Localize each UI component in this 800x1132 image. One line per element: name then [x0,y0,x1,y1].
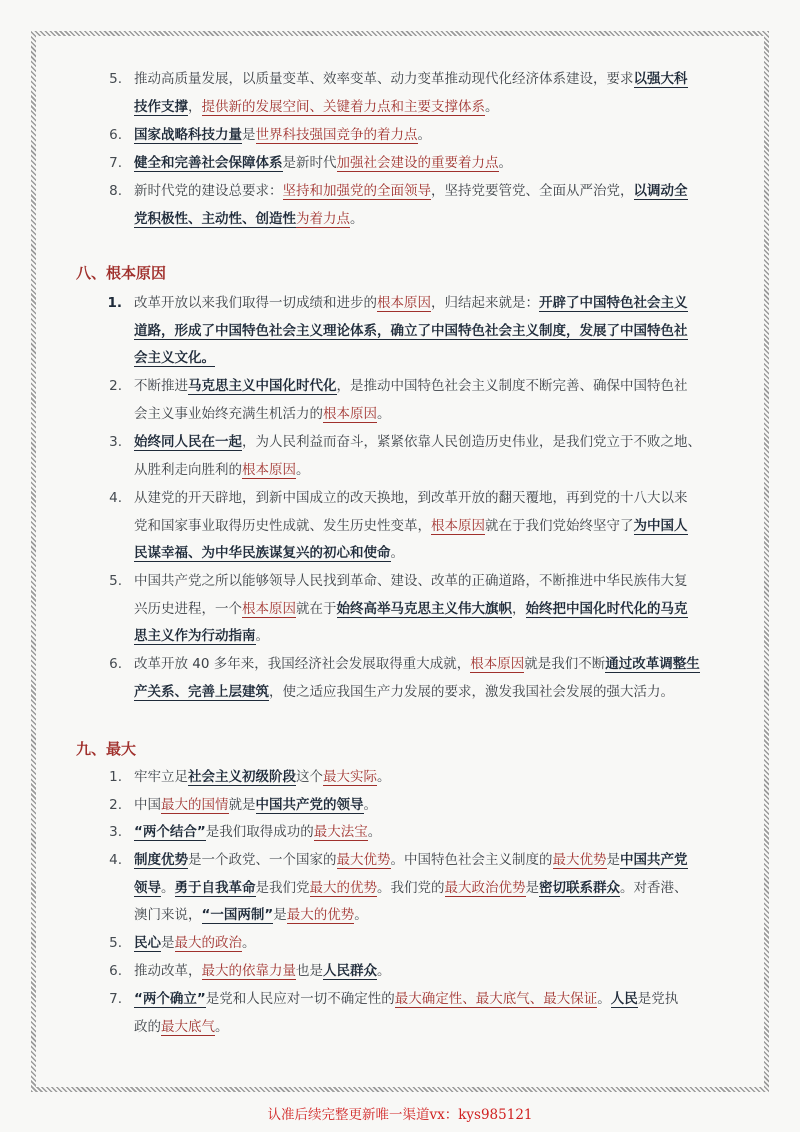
red-underlined-text: 根本原因 [242,461,296,478]
bold-underlined-text: 始终高举马克思主义伟大旗帜 [336,600,512,617]
text-segment: 。 [367,824,382,840]
list-item [109,986,726,1041]
red-underlined-text: 最大底气 [161,1018,215,1035]
text-segment: 是 [161,935,175,951]
list-number: 2. [109,797,122,813]
text-segment: 。 [242,935,256,951]
bold-underlined-text: 中国共产党 [620,852,688,868]
bold-underlined-text: 人民群众 [323,963,377,979]
list-number: 4. [109,490,122,506]
text-segment: 澳门来说， [134,907,202,923]
text-segment: 。 [485,98,499,115]
text-line [134,457,726,485]
text-segment: ，为人民利益而奋斗，紧紧依靠人民创造历史伟业，是我们党立于不败之地、 [242,434,701,450]
text-line [134,178,726,206]
list-number: 1. [107,295,122,311]
text-segment: 推动改革， [134,963,202,979]
bold-underlined-text: 人民 [610,991,638,1007]
list-number: 6. [109,127,122,143]
text-line [134,847,726,875]
text-line [134,902,726,930]
text-segment: ， [188,98,202,115]
list-number: 1. [109,769,122,785]
red-underlined-text: 最大优势 [552,852,607,868]
list-item [107,290,726,373]
text-line [134,66,726,94]
red-underlined-text: 最大的优势 [309,879,377,896]
text-segment: 是 [242,127,256,143]
text-line [134,513,726,541]
bold-underlined-text: 产关系、完善上层建筑 [134,683,269,700]
text-segment: 。 [363,797,377,813]
red-underlined-text: 最大优势 [336,852,391,868]
bold-underlined-text: 通过改革调整生 [605,656,700,672]
text-line [134,623,726,651]
text-segment: 就在于 [296,600,337,617]
text-segment: 推动高质量发展，以质量变革、效率变革、动力变革推动现代化经济体系建设，要求 [134,71,634,87]
bold-underlined-text: 社会主义初级阶段 [188,769,296,785]
text-segment: 。 [377,405,391,422]
bold-underlined-text: 始终把中国化时代化的马克 [525,600,688,617]
list-number: 5. [109,573,122,589]
section-9-heading: 九、最大 [76,740,137,758]
text-segment: 是一个政党、一个国家的 [188,852,337,868]
bold-underlined-text: 为中国人 [633,517,688,534]
text-segment: 党和国家事业取得历史性成就、发生历史性变革， [134,517,431,534]
red-underlined-text: 最大政治优势 [444,879,526,896]
bold-underlined-text: 制度优势 [134,852,188,868]
bold-underlined-text: 民谋幸福、为中华民族谋复兴的初心和使命 [134,545,391,561]
text-segment: 从建党的开天辟地，到新中国成立的改天换地，到改革开放的翻天覆地，再到党的十八大以来 [134,490,688,506]
text-line [134,764,726,792]
list-item [109,373,726,428]
text-segment: 这个 [296,769,323,785]
text-segment: 。 [417,127,431,143]
text-segment: 就是 [228,797,256,813]
text-segment: 牢牢立足 [134,769,188,785]
text-segment: ，归结起来就是： [431,295,539,311]
text-line [134,290,726,318]
red-underlined-text: 为着力点 [296,210,350,227]
list-number: 5. [109,935,122,951]
text-segment: ，坚持党要管党、全面从严治党， [431,183,634,199]
text-segment: 是我们党 [255,879,310,896]
bold-underlined-text: 密切联系群众 [539,879,620,896]
list-number: 6. [109,656,122,672]
list-number: 7. [109,155,122,171]
text-segment: 改革开放以来我们取得一切成绩和进步的 [134,295,377,311]
red-underlined-text: 世界科技强国竞争的着力点 [255,127,418,143]
list-item [109,150,726,178]
bold-underlined-text: 中国共产党的领导 [255,797,364,813]
bold-underlined-text: 思主义作为行动指南 [134,628,256,644]
red-underlined-text: 最大的政治 [174,935,242,951]
list-number: 7. [109,991,122,1007]
text-line [134,819,726,847]
bold-underlined-text: “一国两制” [201,907,274,923]
text-line [134,150,726,178]
text-segment: 。 [354,907,368,923]
text-segment: 也是 [296,963,323,979]
list-item [109,819,726,847]
list-item [109,568,726,651]
text-line [134,318,726,346]
text-segment: 中国 [134,797,161,813]
text-segment: 中国共产党之所以能够领导人民找到革命、建设、改革的正确道路，不断推进中华民族伟大复 [134,573,688,589]
red-underlined-text: 加强社会建设的重要着力点 [336,155,499,171]
text-line [134,206,726,234]
list-item [109,178,726,233]
list-number: 5. [109,71,122,87]
text-segment: 新时代党的建设总要求： [134,183,283,199]
text-segment: 会主义事业始终充满生机活力的 [134,405,323,422]
text-segment: 兴历史进程，一个 [134,600,242,617]
red-underlined-text: 根本原因 [323,405,377,422]
bold-underlined-text: 马克思主义中国化时代化 [188,378,337,394]
bold-underlined-text: 道路，形成了中国特色社会主义理论体系，确立了中国特色社会主义制度，发展了中国特色社 [134,322,688,339]
text-line [134,651,726,679]
text-segment: 不断推进 [134,378,188,394]
bold-underlined-text: 技作支撑 [134,98,188,115]
text-segment: 是新时代 [282,155,337,171]
bold-underlined-text: 民心 [134,935,161,951]
bold-underlined-text: 领导 [134,879,161,896]
red-underlined-text: 根本原因 [377,295,431,311]
text-segment: 。对香港、 [620,879,688,896]
text-line [134,875,726,903]
red-underlined-text: 最大的依靠力量 [201,963,296,979]
text-segment: 是 [606,852,620,868]
red-underlined-text: 根本原因 [470,656,525,672]
text-segment: 。 [377,769,391,785]
list-number: 3. [109,824,122,840]
bold-underlined-text: “两个结合” [134,824,206,840]
text-line [134,540,726,568]
text-line [134,596,726,624]
red-underlined-text: 最大确定性、最大底气、最大保证 [394,991,598,1007]
red-underlined-text: 根本原因 [431,517,485,534]
text-segment: 是党和人民应对一切不确定性的 [205,991,395,1007]
text-segment: 。 [597,991,611,1007]
text-segment: 。我们党的 [377,879,445,896]
text-segment: 。 [390,545,404,561]
list-item [109,792,726,820]
text-segment: 。中国特色社会主义制度的 [390,852,553,868]
bold-underlined-text: 健全和完善社会保障体系 [134,155,283,171]
list-item [109,764,726,792]
text-line [134,792,726,820]
text-segment: 是我们取得成功的 [205,824,314,840]
list-item [109,930,726,958]
text-segment: 。 [350,210,364,227]
text-segment: 是党执 [637,991,679,1007]
red-underlined-text: 根本原因 [242,600,296,617]
red-underlined-text: 最大的优势 [286,907,355,923]
list-number: 4. [109,852,122,868]
text-line [134,401,726,429]
text-line [134,679,726,707]
list-item [109,66,726,121]
text-segment: 政的 [134,1018,161,1035]
text-segment: 是 [273,907,287,923]
bold-underlined-text: 开辟了中国特色社会主义 [539,295,688,311]
text-segment: 。 [377,963,391,979]
list-item [109,651,726,706]
list-item [109,847,726,930]
text-segment: 就在于我们党始终坚守了 [485,517,634,534]
text-line [134,986,726,1014]
text-segment: 从胜利走向胜利的 [134,461,242,478]
text-line [134,345,726,373]
section-8-heading: 八、根本原因 [76,264,167,282]
list-number: 3. [109,434,122,450]
text-segment: 。 [161,879,175,896]
list-item [109,429,726,484]
list-number: 6. [109,963,122,979]
list-item [109,122,726,150]
list-item [109,958,726,986]
red-underlined-text: 最大的国情 [161,797,229,813]
text-segment: 。 [498,155,512,171]
red-underlined-text: 提供新的发展空间、关键着力点和主要支撑体系 [201,98,485,115]
list-item [109,485,726,568]
text-line [134,958,726,986]
text-segment: 。 [255,628,269,644]
text-line [134,485,726,513]
footer-watermark: 认准后续完整更新唯一渠道vx：kys985121 [267,1107,533,1123]
bold-underlined-text: 以调动全 [633,183,688,199]
text-line [134,373,726,401]
red-underlined-text: 最大实际 [323,769,377,785]
bold-underlined-text: 勇于自我革命 [174,879,256,896]
text-line [134,930,726,958]
bold-underlined-text: 党积极性、主动性、创造性 [134,210,296,227]
text-segment: ， [512,600,526,617]
text-segment: 就是我们不断 [524,656,606,672]
text-line [134,94,726,122]
text-segment: ，使之适应我国生产力发展的要求，激发我国社会发展的强大活力。 [269,683,674,700]
text-segment: 。 [215,1018,229,1035]
text-segment: ，是推动中国特色社会主义制度不断完善、确保中国特色社 [336,378,688,394]
red-underlined-text: 坚持和加强党的全面领导 [282,183,431,199]
text-line [134,429,726,457]
bold-underlined-text: 会主义文化。 [134,350,215,366]
text-segment: 是 [525,879,539,896]
bold-underlined-text: 始终同人民在一起 [134,434,242,450]
text-line [134,122,726,150]
list-number: 2. [109,378,122,394]
bold-underlined-text: 国家战略科技力量 [134,127,242,143]
text-line [134,568,726,596]
list-number: 8. [109,183,122,199]
bold-underlined-text: “两个确立” [134,991,206,1007]
red-underlined-text: 最大法宝 [313,824,368,840]
bold-underlined-text: 以强大科 [633,71,688,87]
text-segment: 改革开放 40 多年来，我国经济社会发展取得重大成就， [134,656,471,672]
text-line [134,1014,726,1042]
text-segment: 。 [296,461,310,478]
